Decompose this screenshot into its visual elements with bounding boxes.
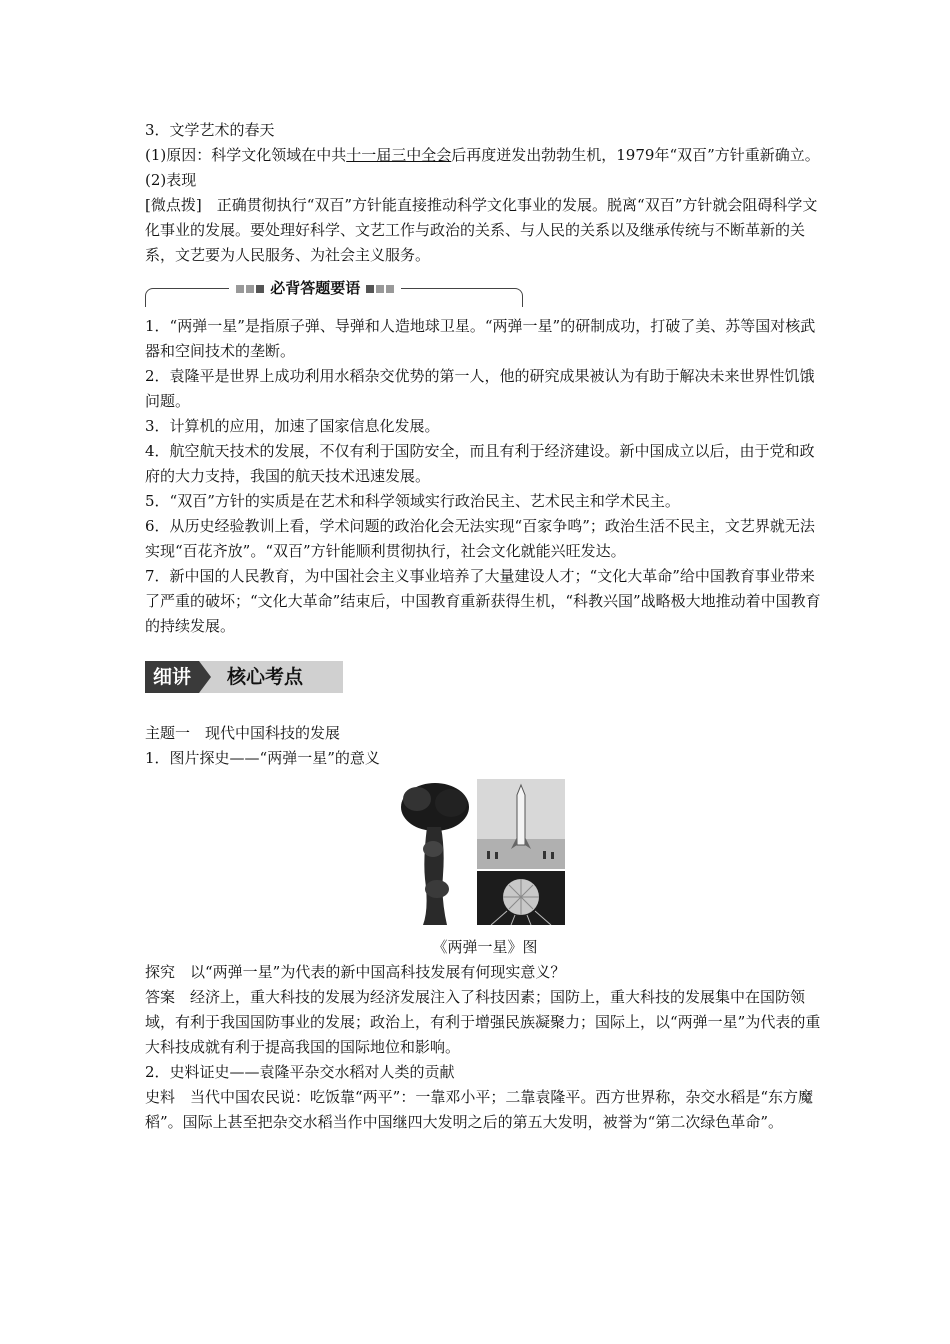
topic-title: 主题一 现代中国科技的发展: [145, 724, 341, 742]
topic-item-1: 1．图片探史——“两弹一星”的意义: [145, 749, 380, 767]
tip-paragraph: [微点拨] 正确贯彻执行“双百”方针能直接推动科学文化事业的发展。脱离“双百”方针就会阻碍科学文化事业的发展。要处理好科学、文艺工作与政治的关系、与人民的关系以及继承传统与不断革新的关系，文艺要为人民服务、为社会主义服务。: [145, 196, 818, 264]
core-points-banner: [145, 661, 825, 693]
banner-arrow-icon: [199, 661, 211, 693]
reason-prefix: (1)原因：科学文化领域在中共: [145, 146, 347, 164]
two-bombs-one-satellite-figure: [145, 779, 825, 929]
banner-title-text: 必背答题要语: [270, 279, 361, 297]
answer-paragraph: 答案 经济上，重大科技的发展为经济发展注入了科技因素；国防上，重大科技的发展集中在国防领域，有利于我国国防事业的发展；政治上，有利于增强民族凝聚力；国际上，以“两弹一星”为代表的重大科技成就有利于提高我国的国际地位和影响。: [145, 988, 821, 1056]
must-recite-banner: [145, 276, 825, 306]
performance-label: (2)表现: [145, 171, 197, 189]
material-paragraph: 史料 当代中国农民说：吃饭靠“两平”：一靠邓小平；二靠袁隆平。西方世界称，杂交水稻是“东方魔稻”。国际上甚至把杂交水稻当作中国继四大发明之后的第五大发明，被誉为“第二次绿色革命”。: [145, 1088, 814, 1131]
square-icon: [376, 285, 384, 293]
reason-paragraph: [145, 143, 825, 168]
banner-core-left: 细讲: [145, 661, 199, 693]
reason-underlined: 十一届三中全会: [346, 146, 452, 164]
square-icon: [386, 285, 394, 293]
missile-launch-image: [477, 779, 565, 869]
figure-caption: 《两弹一星》图: [432, 938, 538, 956]
square-icon: [256, 285, 264, 293]
satellite-image: [477, 871, 565, 925]
square-icon: [236, 285, 244, 293]
must-point: 2．袁隆平是世界上成功利用水稻杂交优势的第一人，他的研究成果被认为有助于解决未来世界性饥饿问题。: [145, 367, 815, 410]
square-icon: [246, 285, 254, 293]
reason-suffix: 后再度迸发出勃勃生机，1979年“双百”方针重新确立。: [451, 146, 820, 164]
mushroom-cloud-image: [395, 779, 473, 925]
banner-title: [229, 276, 401, 300]
must-point: 1．“两弹一星”是指原子弹、导弹和人造地球卫星。“两弹一星”的研制成功，打破了美、苏等国对核武器和空间技术的垄断。: [145, 317, 816, 360]
banner-core-right: 核心考点: [199, 661, 343, 693]
must-point: 5．“双百”方针的实质是在艺术和科学领域实行政治民主、艺术民主和学术民主。: [145, 492, 680, 510]
explore-question: 探究 以“两弹一星”为代表的新中国高科技发展有何现实意义？: [145, 963, 566, 981]
must-point: 7．新中国的人民教育，为中国社会主义事业培养了大量建设人才；“文化大革命”给中国教育事业带来了严重的破坏；“文化大革命”结束后，中国教育重新获得生机，“科教兴国”战略极大地推动着中国教育的持续发展。: [145, 567, 821, 635]
must-point: 4．航空航天技术的发展，不仅有利于国防安全，而且有利于经济建设。新中国成立以后，由于党和政府的大力支持，我国的航天技术迅速发展。: [145, 442, 815, 485]
section-heading: 3．文学艺术的春天: [145, 121, 275, 139]
document-page: [145, 118, 825, 1135]
square-icon: [366, 285, 374, 293]
must-point: 3．计算机的应用，加速了国家信息化发展。: [145, 417, 440, 435]
must-point: 6．从历史经验教训上看，学术问题的政治化会无法实现“百家争鸣”；政治生活不民主，文艺界就无法实现“百花齐放”。“双百”方针能顺利贯彻执行，社会文化就能兴旺发达。: [145, 517, 815, 560]
topic-item-2: 2．史料证史——袁隆平杂交水稻对人类的贡献: [145, 1063, 455, 1081]
